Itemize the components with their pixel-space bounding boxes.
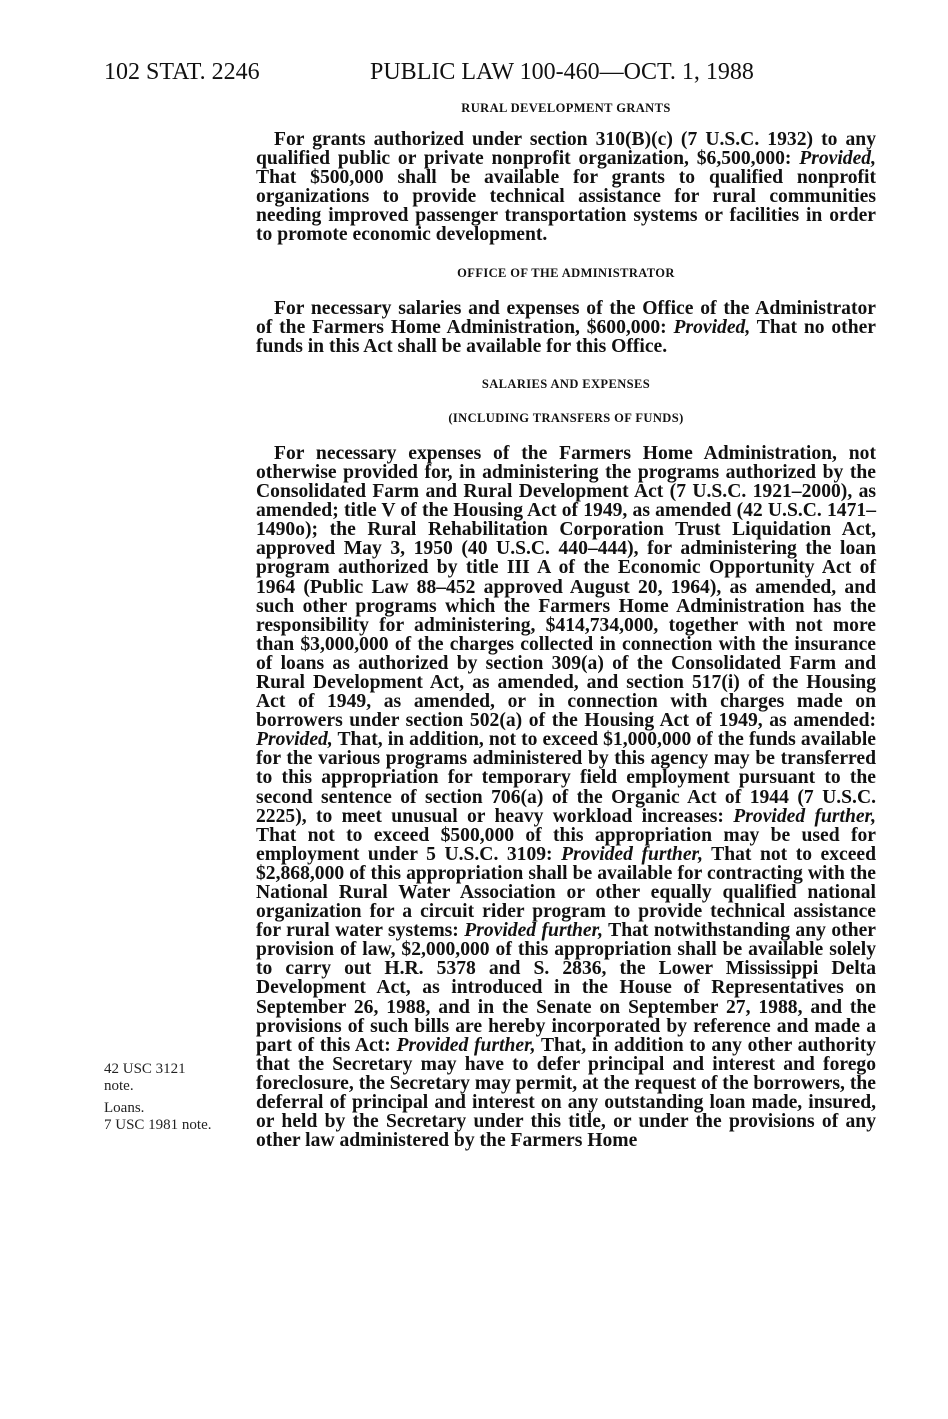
paragraph-text: That, in addition, not to exceed $1,000,000 of the funds available for the various programs administered by this agency may be transferred to this appropriation for temporary field employment pursuant to the second sentence of section 706(a) of the Organic Act of 1944 (7 U.S.C. 2225), to meet unusual or heavy workload increases: [256,729,876,827]
page-header [104,56,852,88]
margin-note-line: 7 USC 1981 note. [104,1117,212,1133]
proviso-italic: Provided, [799,148,876,170]
public-law-citation: PUBLIC LAW 100-460—OCT. 1, 1988 [370,59,754,85]
paragraph-text: That notwithstanding any other provision of law, $2,000,000 of this appropriation shall be available solely to carry out H.R. 5378 and S. 2836, the Lower Mississippi Delta Development Act, as introduced in the House of Representatives on September 26, 1988, and in the Senate on September 27, 1988, and the provisions of such bills are hereby incorporated by reference and made a part of this Act: [256,920,876,1056]
margin-note-line: note. [104,1078,134,1094]
paragraph-text: That no other funds in this Act shall be available for this Office. [256,316,876,357]
proviso-italic: Provided further, [396,1034,536,1056]
section-heading-rural-development-grants: RURAL DEVELOPMENT GRANTS [461,101,671,115]
paragraph-text: That not to exceed $500,000 of this appropriation may be used for employment under 5 U.S.C. 3109: [256,824,876,865]
main-text-column [256,98,876,1150]
proviso-italic: Provided, [673,316,751,338]
paragraph-text: For necessary salaries and expenses of the Office of the Administrator of the Farmers Home Administration, $600,000: [256,297,876,338]
margin-note-42-usc-3121 [104,1061,244,1095]
proviso-italic: Provided, [256,729,333,751]
paragraph-text: That $500,000 shall be available for grants to qualified nonprofit organizations to provide technical assistance for rural communities needing improved passenger transportation systems or facilities in order to promote economic development. [256,167,876,246]
proviso-italic: Provided further, [733,805,876,827]
paragraph-text: For grants authorized under section 310(B)(c) (7 U.S.C. 1932) to any qualified public or private nonprofit organization, $6,500,000: [256,129,876,170]
margin-note-loans [104,1100,244,1134]
paragraph-office-of-administrator [256,299,876,356]
proviso-italic: Provided further, [561,843,703,865]
section-heading-office-of-administrator: OFFICE OF THE ADMINISTRATOR [457,265,675,280]
section-subheading-transfers-of-funds: (INCLUDING TRANSFERS OF FUNDS) [448,410,684,425]
paragraph-text: That, in addition to any other authority that the Secretary may have to defer principal and interest and forego foreclosure, the Secretary may permit, at the request of the borrowers, the deferral of principal and interest on any outstanding loan made, insured, or held by the Secretary under this title, or under the provisions of any other law administered by the Farmers Home [256,1034,877,1152]
paragraph-text: For necessary expenses of the Farmers Home Administration, not otherwise provided for, in administering the programs authorized by the Consolidated Farm and Rural Development Act (7 U.S.C. 1921–2000), as amended; title V of the Housing Act of 1949, as amended (42 U.S.C. 1471–1490o); the Rural Rehabilitation Corporation Trust Liquidation Act, approved May 3, 1950 (40 U.S.C. 440–444), for administering the loan program authorized by title III A of the Economic Opportunity Act of 1964 (Public Law 88–452 approved August 20, 1964), as amended, and such other programs which the Farmers Home Administration has the responsibility for administering, $414,734,000, together with not more than $3,000,000 of the charges collected in connection with the insurance of loans as authorized by section 309(a) of the Consolidated Farm and Rural Development Act, as amended, and section 517(i) of the Housing Act of 1949, as amended, or in connection with charges made on borrowers under section 502(a) of the Housing Act of 1949, as amended: [256,442,876,732]
margin-note-line: 42 USC 3121 [104,1061,186,1077]
paragraph-text: That not to exceed $2,868,000 of this appropriation shall be available for contracting with the National Rural Water Association or other equally qualified national organization for a circuit rider program to provide technical assistance for rural water systems: [256,843,877,942]
section-heading-salaries-and-expenses: SALARIES AND EXPENSES [481,376,651,391]
paragraph-salaries-and-expenses [256,444,876,1150]
proviso-italic: Provided further, [464,920,604,942]
margin-note-line: Loans. [104,1100,145,1116]
statute-page-number: 102 STAT. 2246 [104,59,260,85]
paragraph-rural-development-grants [256,130,876,245]
